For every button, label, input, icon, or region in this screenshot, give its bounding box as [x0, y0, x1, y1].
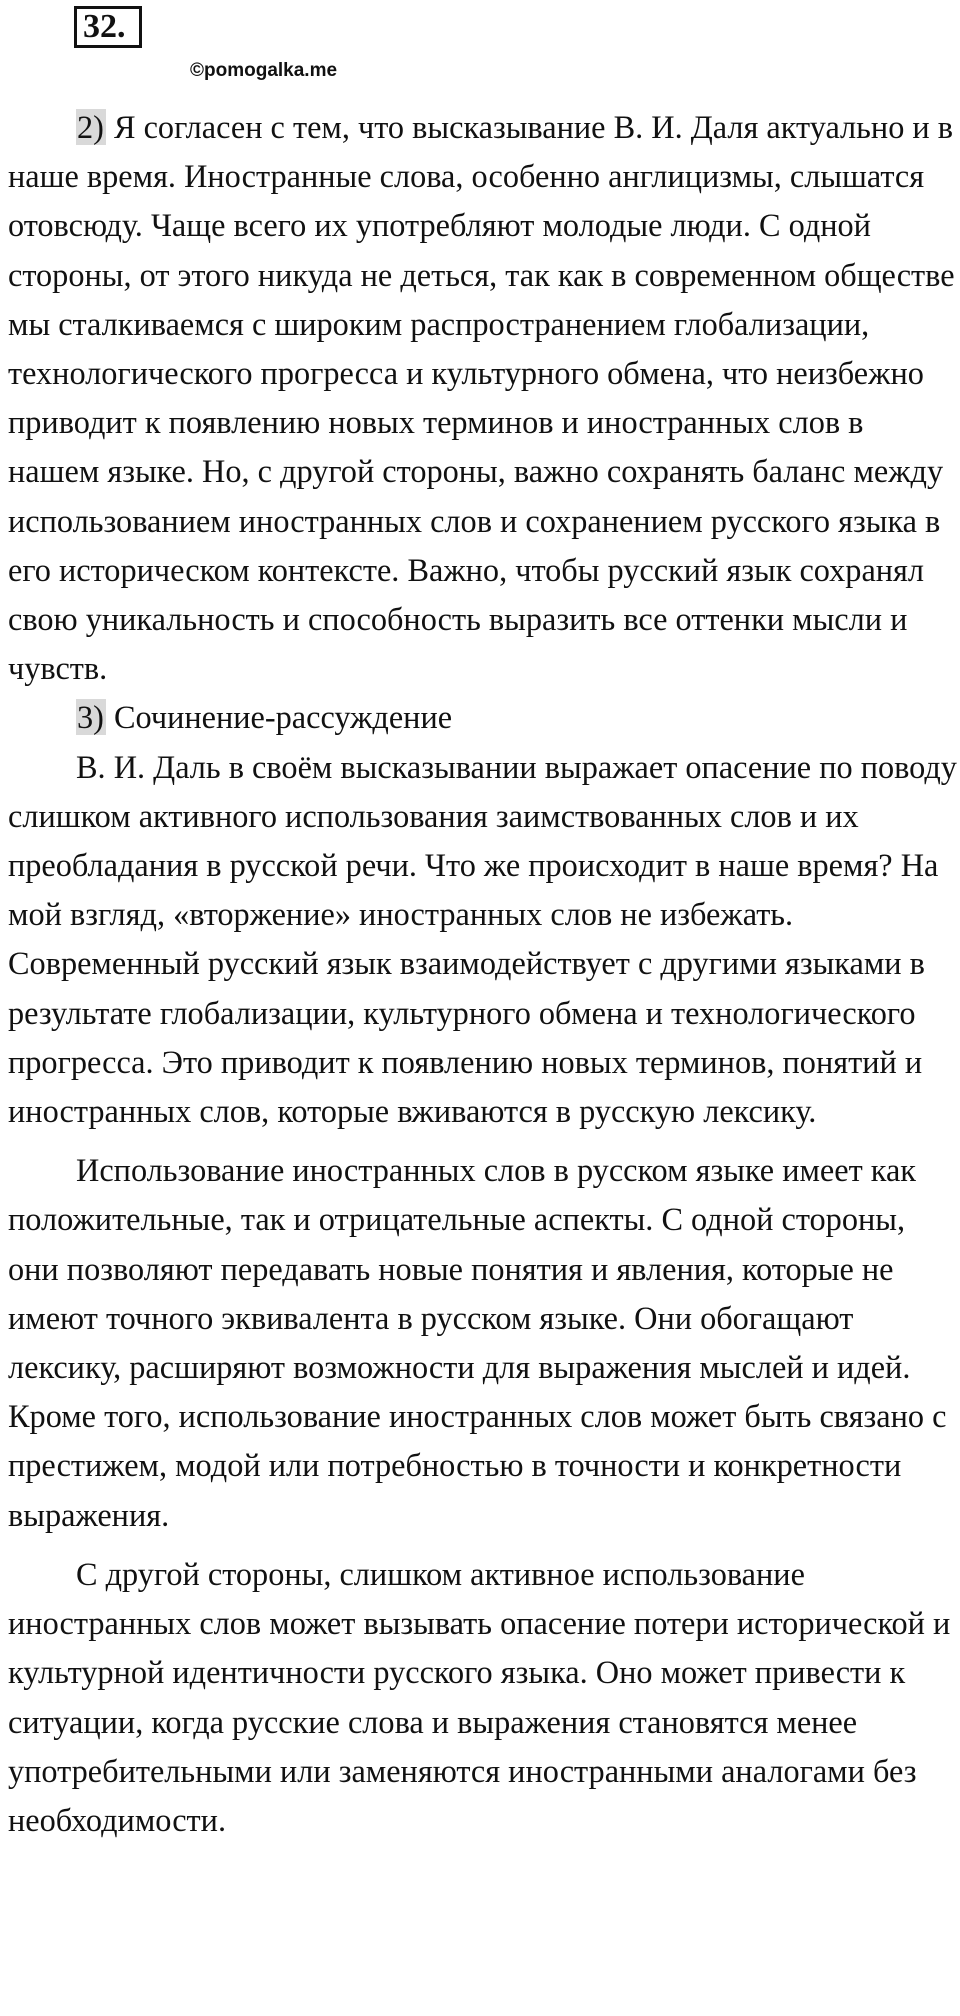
answer-2-text: Я согласен с тем, что высказывание В. И. Даля актуально и в наше время. Иностранные слова, особенно англицизмы, слышатся отовсюду. Чаще всего их употребляют молодые люди. С одной стороны, от этого никуда не деться, так как в современном обществе мы сталкиваемся с широким распространением глобализации, технологического прогресса и культурного обмена, что неизбежно приводит к появлению новых терминов и иностранных слов в нашем языке. Но, с другой стороны, важно сохранять баланс между использованием иностранных слов и сохранением русского языка в его историческом контексте. Важно, чтобы русский язык сохранял свою уникальность и способность выразить все оттенки мысли и чувств.: [8, 109, 955, 687]
essay-paragraph-2: Использование иностранных слов в русском языке имеет как положительные, так и отрицательные аспекты. С одной стороны, они позволяют передавать новые понятия и явления, которые не имеют точного эквивалента в русском языке. Они обогащают лексику, расширяют возможности для выражения мыслей и идей. Кроме того, использование иностранных слов может быть связано с престижем, модой или потребностью в точности и конкретности выражения.: [8, 1152, 947, 1533]
answer-3-marker: 3): [77, 699, 104, 736]
task-number: 32.: [83, 8, 126, 45]
essay-paragraph-3: С другой стороны, слишком активное использование иностранных слов может вызывать опасение потери исторической и культурной идентичности русского языка. Оно может привести к ситуации, когда русские слова и выражения становятся менее употребительными или заменяются иностранными аналогами без необходимости.: [8, 1555, 951, 1838]
answer-2-paragraph: [8, 103, 958, 693]
essay-paragraph-1: В. И. Даль в своём высказывании выражает опасение по поводу слишком активного использования заимствованных слов и их преобладания в русской речи. Что же происходит в наше время? На мой взгляд, «вторжение» иностранных слов не избежать. Современный русский язык взаимодействует с другими языками в результате глобализации, культурного обмена и технологического прогресса. Это приводит к появлению новых терминов, понятий и иностранных слов, которые вживаются в русскую лексику.: [8, 748, 957, 1130]
document-body: [8, 103, 958, 1845]
task-number-box: [74, 6, 142, 48]
answer-3-title: Сочинение-рассуждение: [105, 699, 453, 736]
watermark: ©pomogalka.me: [190, 60, 338, 81]
answer-3-heading: [8, 693, 958, 742]
answer-2-marker: 2): [77, 109, 104, 145]
